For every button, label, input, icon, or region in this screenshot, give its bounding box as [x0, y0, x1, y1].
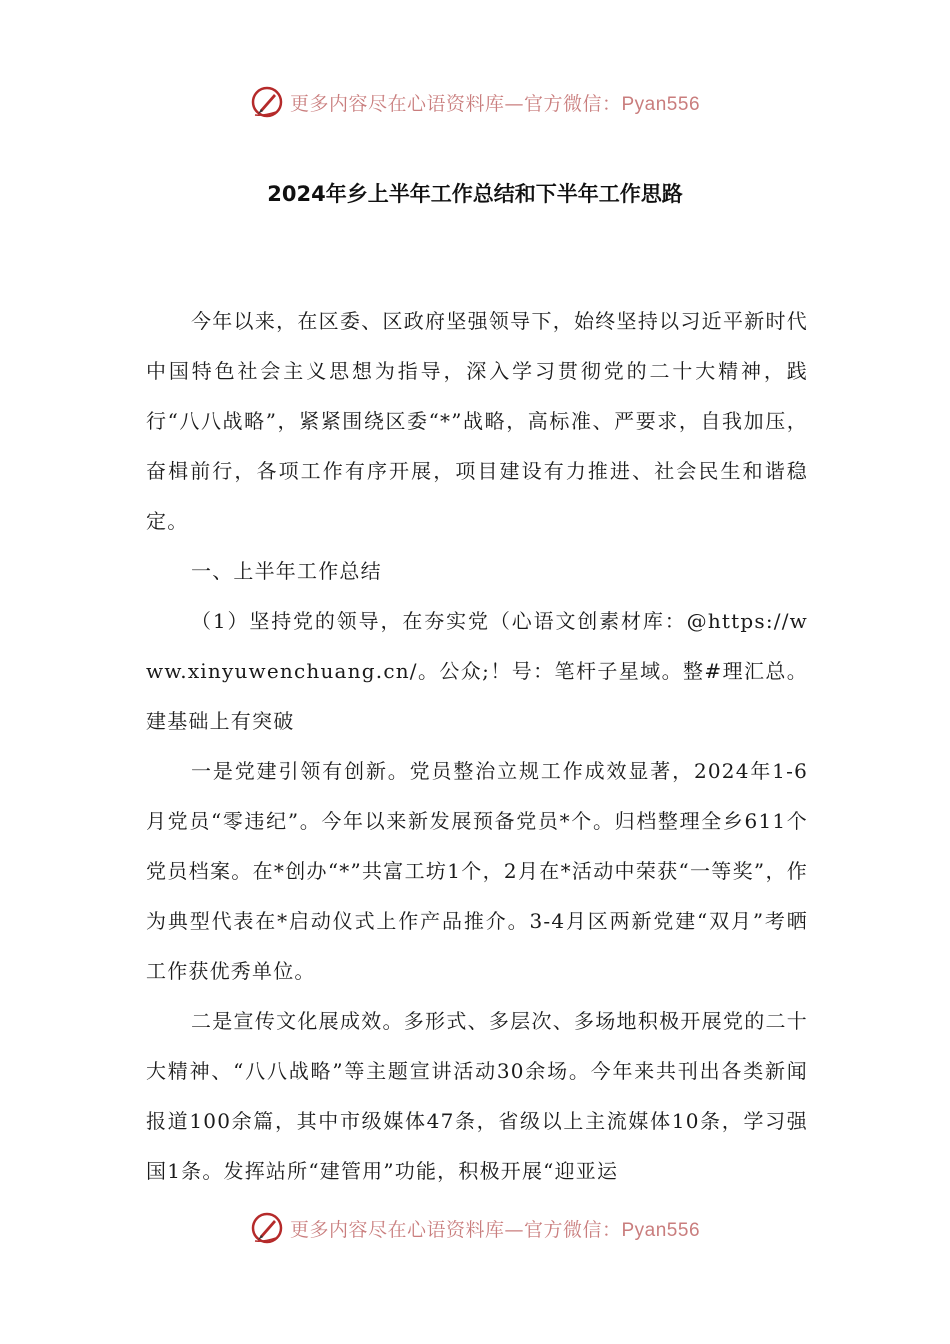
header-banner-text: 更多内容尽在心语资料库—官方微信：Pyan556 [289, 92, 701, 115]
footer-banner [0, 1208, 950, 1248]
paragraph-publicity-culture: 二是宣传文化展成效。多形式、多层次、多场地积极开展党的二十大精神、“八八战略”等主题宣讲活动30余场。今年来共刊出各类新闻报道100余篇，其中市级媒体47条，省级以上主流媒体10条，学习强国1条。发挥站所“建管用”功能，积极开展“迎亚运 [146, 1009, 808, 1183]
subsection-heading: （1）坚持党的领导，在夯实党（心语文创素材库：@https://www.xinyuwenchuang.cn/。公众;！号：笔杆子星域。整#理汇总。建基础上有突破 [146, 609, 808, 733]
quill-pen-logo-icon [250, 1211, 284, 1245]
document-body [146, 296, 808, 1196]
document-title: 2024年乡上半年工作总结和下半年工作思路 [267, 182, 683, 206]
header-wechat-id: Pyan556 [621, 93, 701, 115]
paragraph-party-building: 一是党建引领有创新。党员整治立规工作成效显著，2024年1-6月党员“零违纪”。今年以来新发展预备党员*个。归档整理全乡611个党员档案。在*创办“*”共富工坊1个，2月在*活动中荣获“一等奖”，作为典型代表在*启动仪式上作产品推介。3-4月区两新党建“双月”考晒工作获优秀单位。 [146, 759, 808, 983]
quill-pen-logo-icon [250, 85, 284, 119]
footer-banner-text: 更多内容尽在心语资料库—官方微信：Pyan556 [289, 1218, 701, 1241]
intro-paragraph: 今年以来，在区委、区政府坚强领导下，始终坚持以习近平新时代中国特色社会主义思想为指导，深入学习贯彻党的二十大精神，践行“八八战略”，紧紧围绕区委“*”战略，高标准、严要求，自我加压，奋楫前行，各项工作有序开展，项目建设有力推进、社会民生和谐稳定。 [146, 309, 808, 533]
section-heading: 一、上半年工作总结 [191, 559, 382, 583]
header-banner [0, 82, 950, 122]
footer-wechat-id: Pyan556 [621, 1219, 701, 1241]
